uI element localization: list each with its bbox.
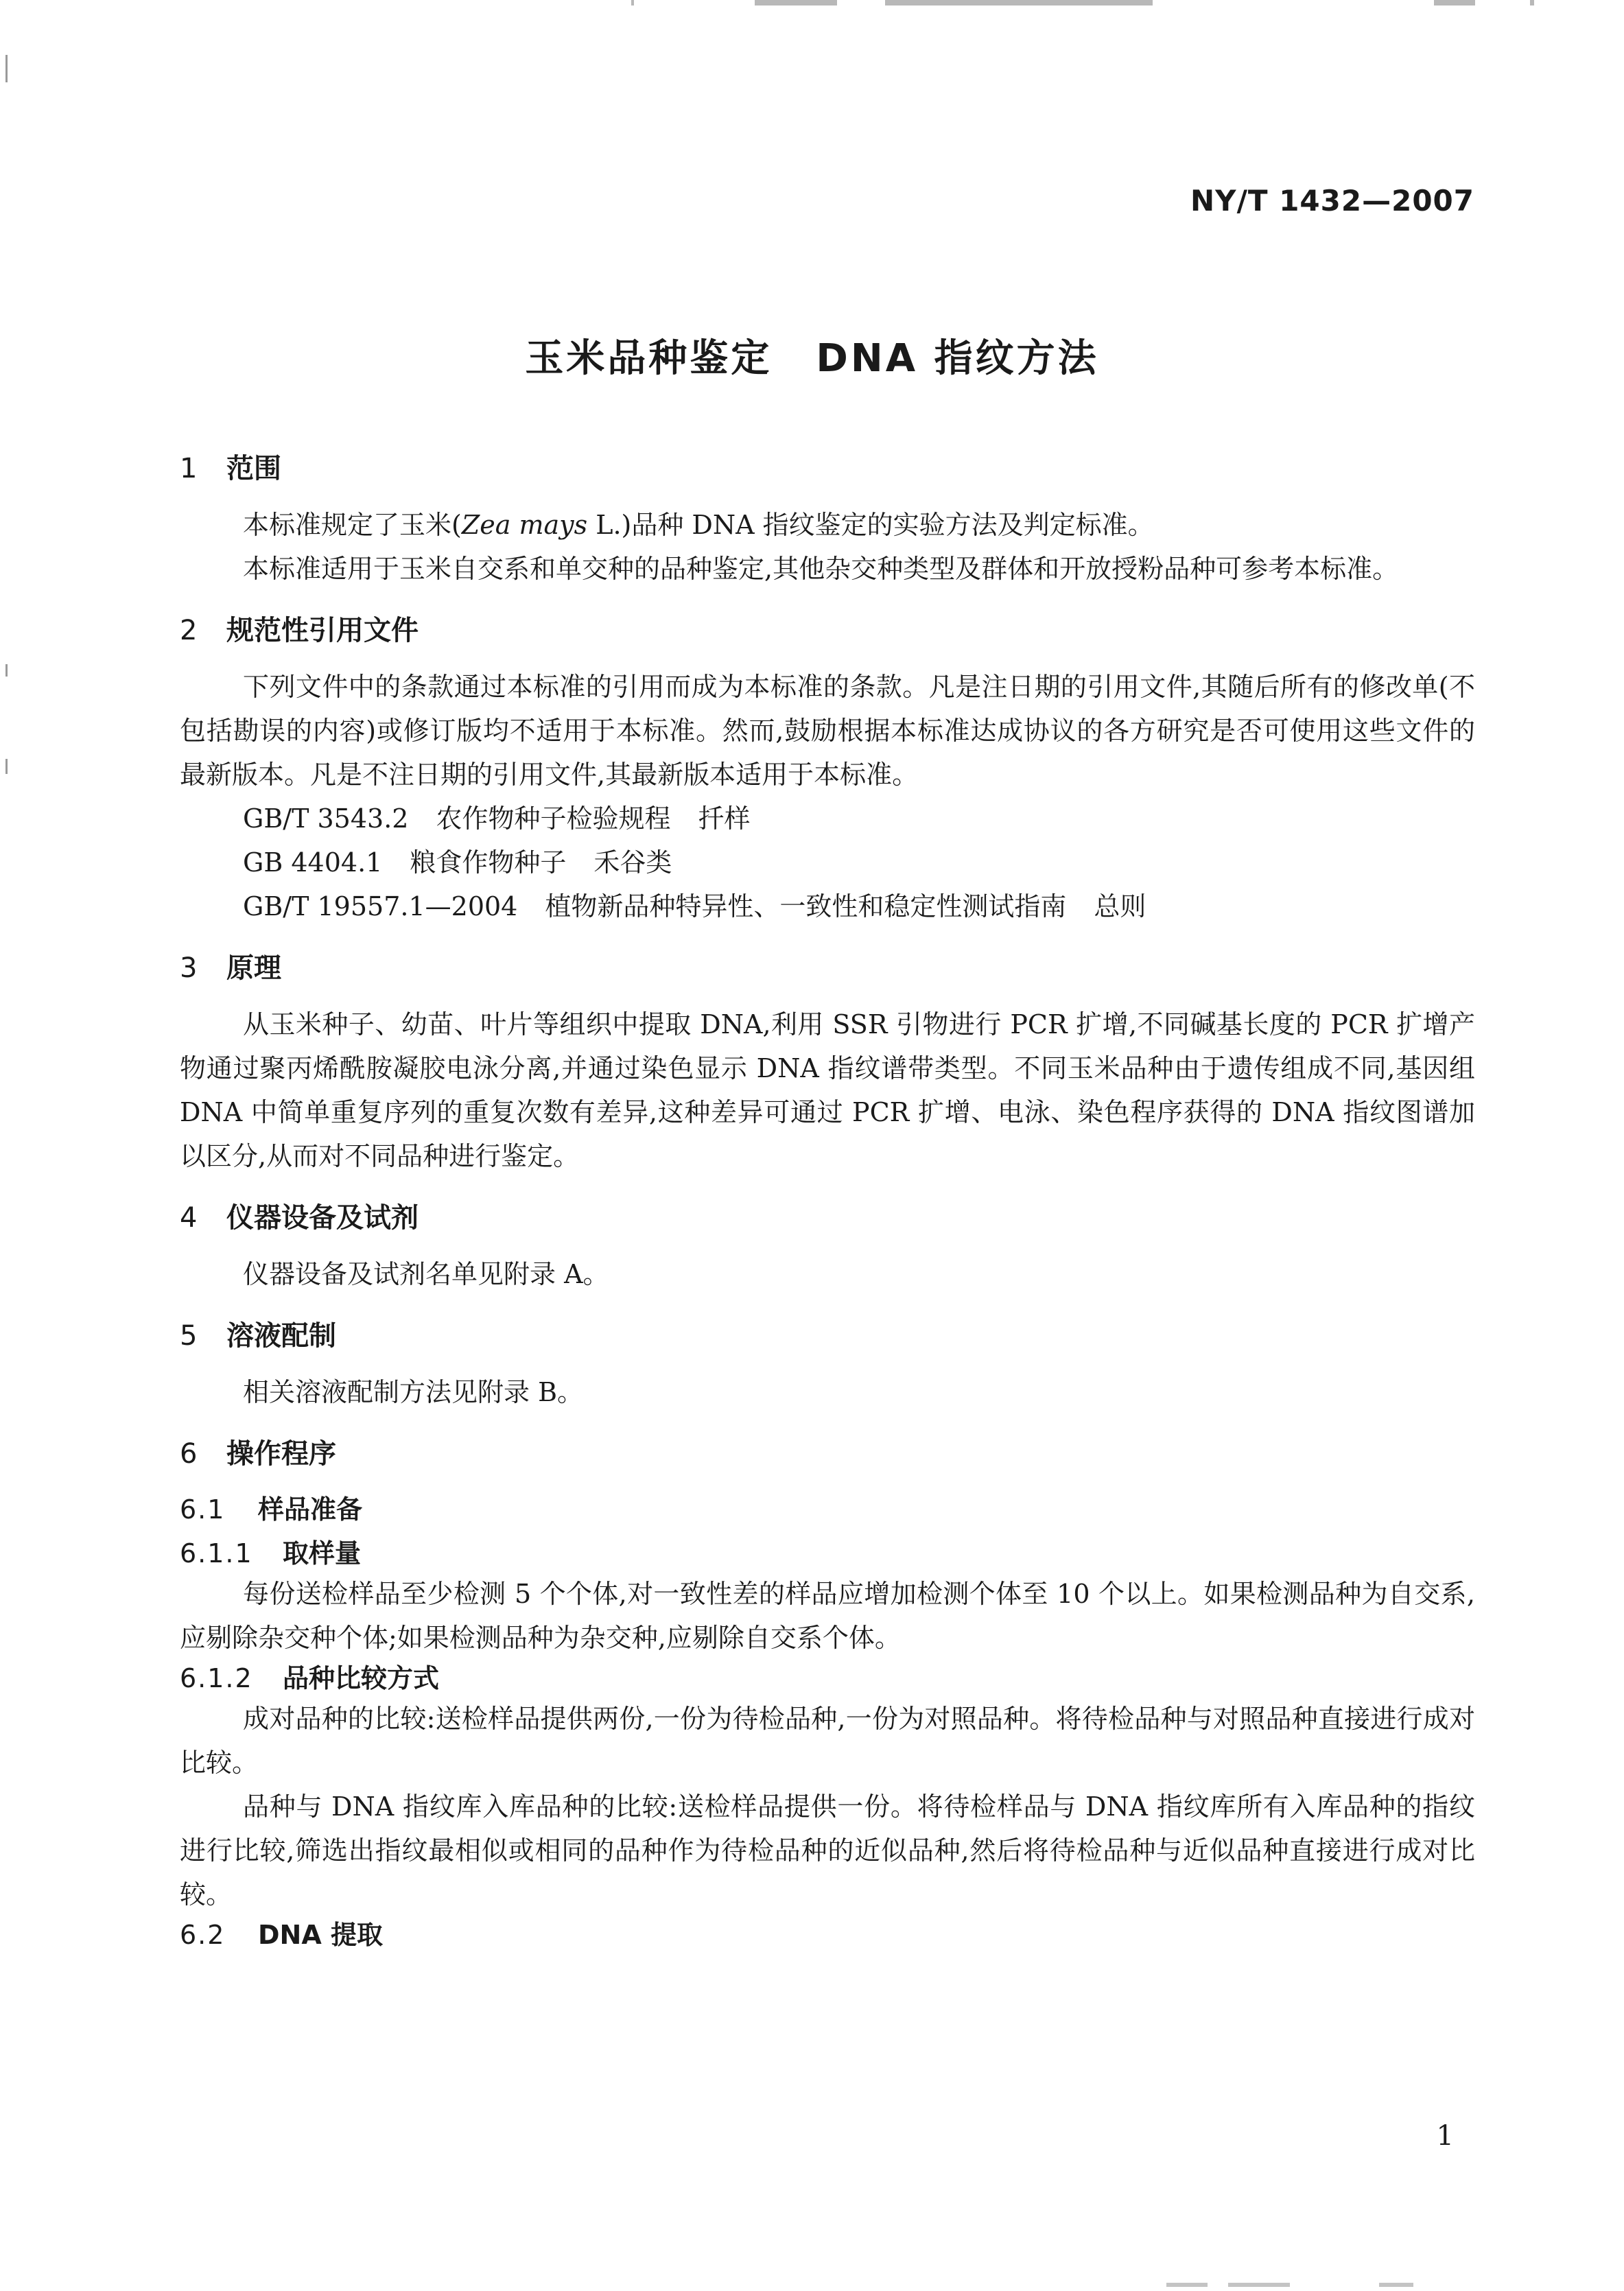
document-code: NY/T 1432—2007 (1190, 184, 1474, 218)
paragraph: 本标准规定了玉米(Zea mays L.)品种 DNA 指纹鉴定的实验方法及判定标准。 (243, 510, 1154, 540)
reference-item: GB/T 19557.1—2004 植物新品种特异性、一致性和稳定性测试指南 总则 (243, 891, 1146, 921)
title-part-1: 玉米品种鉴定 (525, 336, 773, 381)
scan-mark (885, 0, 1153, 5)
reference-item: GB/T 3543.2 农作物种子检验规程 扦样 (243, 803, 751, 834)
scan-mark (1379, 2283, 1413, 2287)
section-heading: 3 原理 (180, 952, 281, 984)
scan-mark (1166, 2283, 1208, 2287)
paragraph: 下列文件中的条款通过本标准的引用而成为本标准的条款。凡是注日期的引用文件,其随后所有的修改单(不包括勘误的内容)或修订版均不适用于本标准。然而,鼓励根据本标准达成协议的各方研究是否可使用这些文件的最新版本。凡是不注日期的引用文件,其最新版本适用于本标准。 (180, 672, 1475, 790)
scan-mark (1434, 0, 1475, 5)
section-heading: 4 仪器设备及试剂 (180, 1202, 419, 1234)
subsubsection-heading: 6.1.1 取样量 (180, 1538, 362, 1569)
scan-mark (631, 0, 634, 5)
reference-item: GB 4404.1 粮食作物种子 禾谷类 (243, 847, 672, 878)
scan-mark (5, 664, 8, 677)
subsubsection-heading: 6.1.2 品种比较方式 (180, 1663, 440, 1693)
subsection-heading: 6.1 样品准备 (180, 1494, 363, 1525)
paragraph: 相关溶液配制方法见附录 B。 (243, 1377, 584, 1407)
scan-mark (5, 55, 8, 82)
section-heading: 5 溶液配制 (180, 1320, 336, 1352)
section-heading: 2 规范性引用文件 (180, 615, 419, 646)
paragraph: 本标准适用于玉米自交系和单交种的品种鉴定,其他杂交种类型及群体和开放授粉品种可参考本标准。 (243, 554, 1399, 584)
paragraph: 成对品种的比较:送检样品提供两份,一份为待检品种,一份为对照品种。将待检品种与对照品种直接进行成对比较。 (180, 1704, 1475, 1778)
section-heading: 1 范围 (180, 453, 281, 484)
title-part-2: DNA 指纹方法 (816, 336, 1099, 381)
paragraph: 仪器设备及试剂名单见附录 A。 (243, 1259, 609, 1289)
subsection-heading: 6.2 DNA 提取 (180, 1920, 383, 1950)
scan-mark (755, 0, 837, 5)
paragraph: 品种与 DNA 指纹库入库品种的比较:送检样品提供一份。将待检样品与 DNA 指纹库所有入库品种的指纹进行比较,筛选出指纹最相似或相同的品种作为待检品种的近似品种,然后将待检品种与近似品种直接进行成对比较。 (180, 1791, 1475, 1910)
species-name: Zea mays (461, 510, 588, 540)
section-heading: 6 操作程序 (180, 1438, 336, 1470)
scan-mark (1228, 2283, 1290, 2287)
scan-mark (1530, 0, 1534, 5)
scan-mark (5, 759, 8, 774)
page-number: 1 (1436, 2120, 1454, 2152)
document-body (180, 449, 1475, 1953)
paragraph: 从玉米种子、幼苗、叶片等组织中提取 DNA,利用 SSR 引物进行 PCR 扩增,不同碱基长度的 PCR 扩增产物通过聚丙烯酰胺凝胶电泳分离,并通过染色显示 DNA 指纹谱带类型。不同玉米品种由于遗传组成不同,基因组 DNA 中简单重复序列的重复次数有差异,这种差异可通过 PCR 扩增、电泳、染色程序获得的 DNA 指纹图谱加以区分,从而对不同品种进行鉴定。 (180, 1009, 1475, 1171)
paragraph: 每份送检样品至少检测 5 个个体,对一致性差的样品应增加检测个体至 10 个以上。如果检测品种为自交系,应剔除杂交种个体;如果检测品种为杂交种,应剔除自交系个体。 (180, 1579, 1475, 1653)
document-title (0, 328, 1624, 383)
